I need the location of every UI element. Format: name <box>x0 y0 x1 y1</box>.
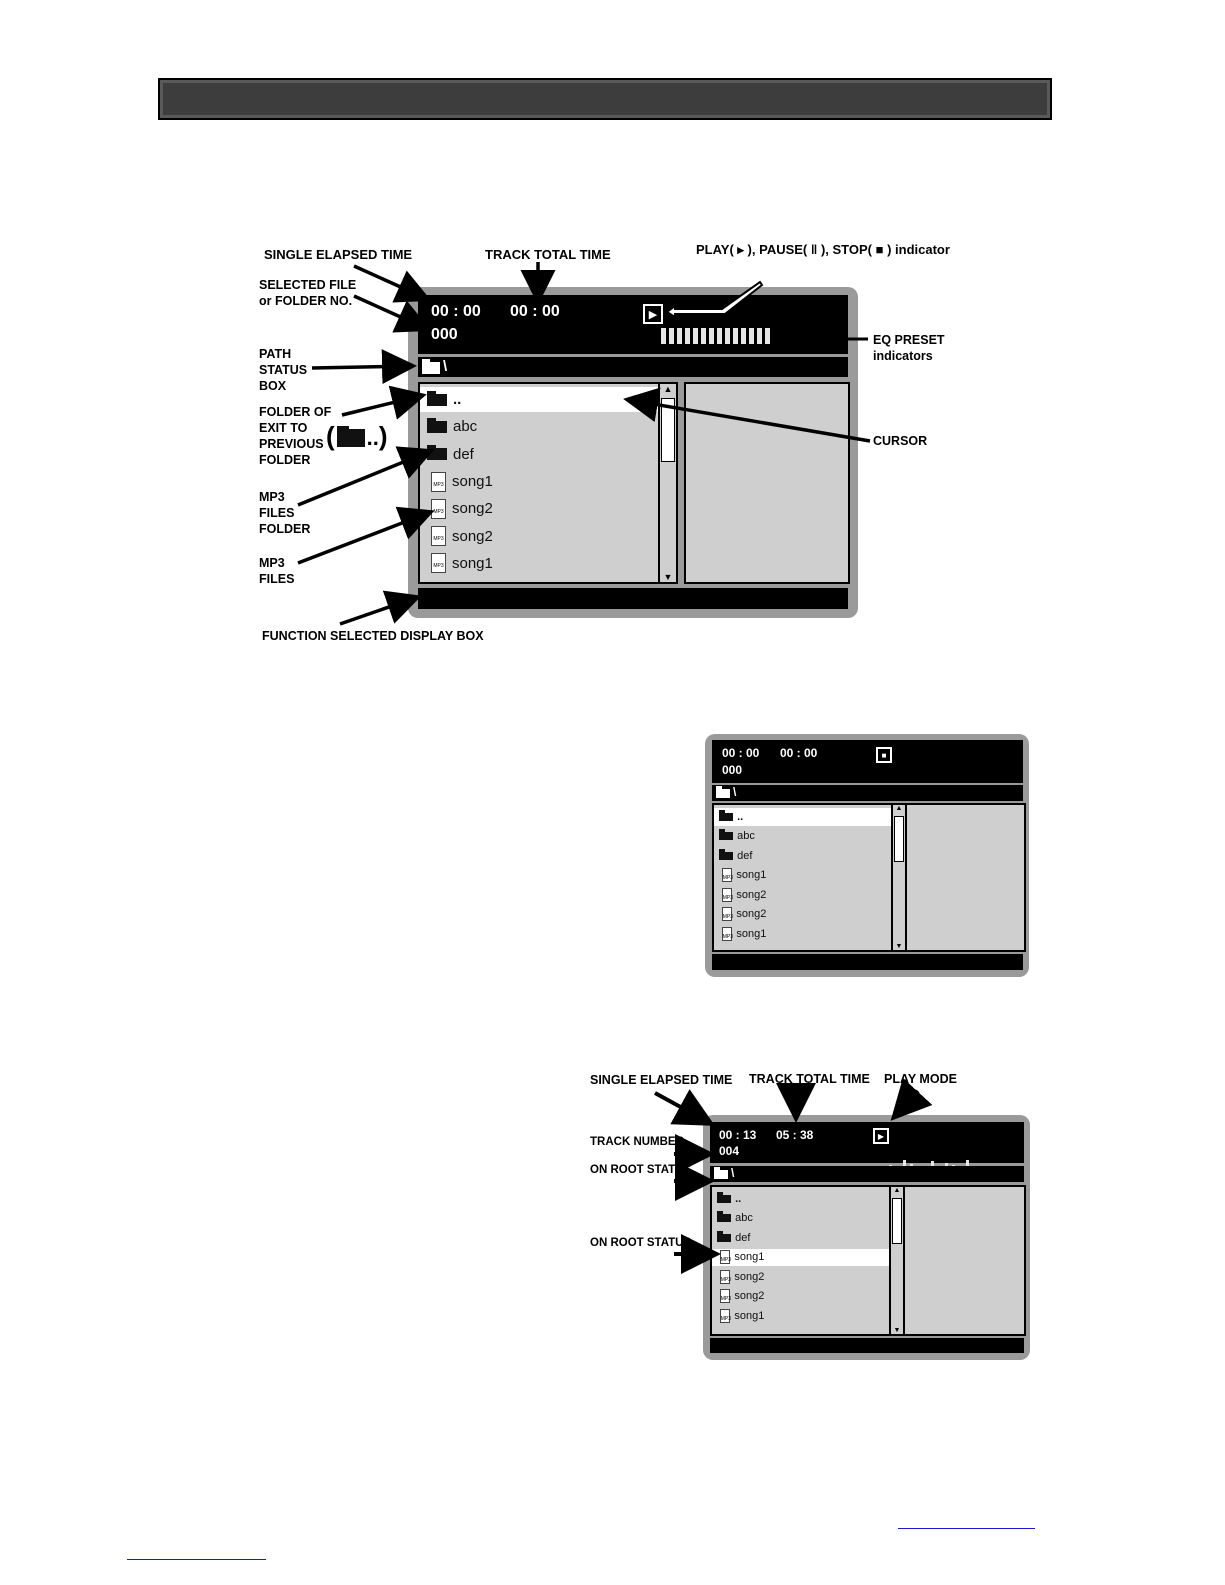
item-name: song2 <box>736 908 767 921</box>
track-number: 004 <box>719 1144 740 1158</box>
scroll-up-arrow-icon[interactable]: ▲ <box>895 805 903 812</box>
item-name: song1 <box>452 473 493 491</box>
item-name: def <box>453 445 474 463</box>
item-name: song1 <box>736 869 767 882</box>
mp3-file-icon: MP3 <box>722 907 733 921</box>
item-name: song2 <box>736 888 767 901</box>
label-eq-preset-indicators: EQ PRESET indicators <box>873 333 945 363</box>
label-mp3-files: MP3 FILES <box>259 556 295 586</box>
item-name: song1 <box>734 1309 765 1322</box>
mp3-file-icon: MP3 <box>722 888 733 902</box>
label-path-status-box: PATH STATUS BOX <box>259 347 308 393</box>
item-name: abc <box>453 418 478 436</box>
mp3-file-icon: MP3 <box>722 927 733 941</box>
elapsed-time: 00 : 00 <box>431 303 481 320</box>
file-number: 000 <box>431 326 458 343</box>
mp3-file-icon: MP3 <box>431 553 446 573</box>
folder-exit-symbol: ( ..) <box>326 421 388 451</box>
scroll-down-arrow-icon[interactable]: ▼ <box>895 943 903 950</box>
scroll-down-arrow-icon[interactable]: ▼ <box>893 1327 901 1334</box>
label-cursor: CURSOR <box>873 434 928 448</box>
mp3-file-icon: MP3 <box>431 472 446 492</box>
label-play-mode: PLAY MODE <box>884 1072 957 1086</box>
item-name: song2 <box>734 1290 765 1303</box>
label-track-number: TRACK NUMBER <box>590 1136 684 1148</box>
item-name: .. <box>453 391 462 409</box>
label-mp3-files-folder: MP3 FILES FOLDER <box>259 490 311 536</box>
item-name: def <box>735 1231 751 1244</box>
play-icon: ▶ <box>873 1128 889 1144</box>
play-icon: ▶ <box>643 304 663 324</box>
item-name: song2 <box>452 500 493 518</box>
scroll-up-arrow-icon[interactable]: ▲ <box>893 1187 901 1194</box>
stop-icon: ■ <box>876 747 892 763</box>
track-total-time: 05 : 38 <box>776 1128 814 1142</box>
footer-link-underline[interactable] <box>127 1559 266 1560</box>
item-name: song2 <box>452 527 493 545</box>
label-play-pause-stop-indicator: PLAY( ▸ ), PAUSE( ‖ ), STOP( ■ ) indicator <box>696 242 950 257</box>
mp3-file-icon: MP3 <box>722 868 733 882</box>
mp3-file-icon: MP3 <box>431 499 446 519</box>
folder-exit-dots: .. <box>366 425 379 450</box>
elapsed-time: 00 : 00 <box>722 746 760 760</box>
item-name: song1 <box>452 554 493 572</box>
item-name: abc <box>737 830 755 843</box>
mp3-file-icon: MP3 <box>720 1289 731 1303</box>
item-name: .. <box>735 1192 742 1205</box>
label-single-elapsed-time: SINGLE ELAPSED TIME <box>590 1073 733 1087</box>
label-folder-exit-previous: FOLDER OF EXIT TO PREVIOUS FOLDER <box>259 405 332 467</box>
label-on-root-status: ON ROOT STATUS <box>590 1164 692 1176</box>
label-function-selected-display-box: FUNCTION SELECTED DISPLAY BOX <box>262 629 484 643</box>
path-text: \ <box>733 785 737 799</box>
label-selected-file-no: SELECTED FILE or FOLDER NO. <box>259 278 357 308</box>
label-on-root-status: ON ROOT STATUS <box>590 1237 692 1249</box>
label-track-total-time: TRACK TOTAL TIME <box>749 1072 870 1086</box>
item-name: song1 <box>736 927 767 940</box>
mp3-file-icon: MP3 <box>720 1270 731 1284</box>
item-name: song1 <box>734 1251 765 1264</box>
elapsed-time: 00 : 13 <box>719 1128 757 1142</box>
scroll-down-arrow-icon[interactable]: ▼ <box>663 572 673 582</box>
mp3-file-icon: MP3 <box>720 1250 731 1264</box>
item-name: .. <box>737 810 744 823</box>
track-total-time: 00 : 00 <box>780 746 818 760</box>
footer-link-underline[interactable] <box>898 1528 1035 1529</box>
label-track-total-time: TRACK TOTAL TIME <box>485 247 611 262</box>
item-name: abc <box>735 1212 753 1225</box>
mp3-file-icon: MP3 <box>720 1309 731 1323</box>
item-name: def <box>737 849 753 862</box>
path-text: \ <box>731 1166 735 1180</box>
track-total-time: 00 : 00 <box>510 303 560 320</box>
label-single-elapsed-time: SINGLE ELAPSED TIME <box>264 247 413 262</box>
path-text: \ <box>443 358 448 375</box>
scroll-up-arrow-icon[interactable]: ▲ <box>663 384 673 394</box>
item-name: song2 <box>734 1270 765 1283</box>
mp3-file-icon: MP3 <box>431 526 446 546</box>
file-number: 000 <box>722 763 743 777</box>
